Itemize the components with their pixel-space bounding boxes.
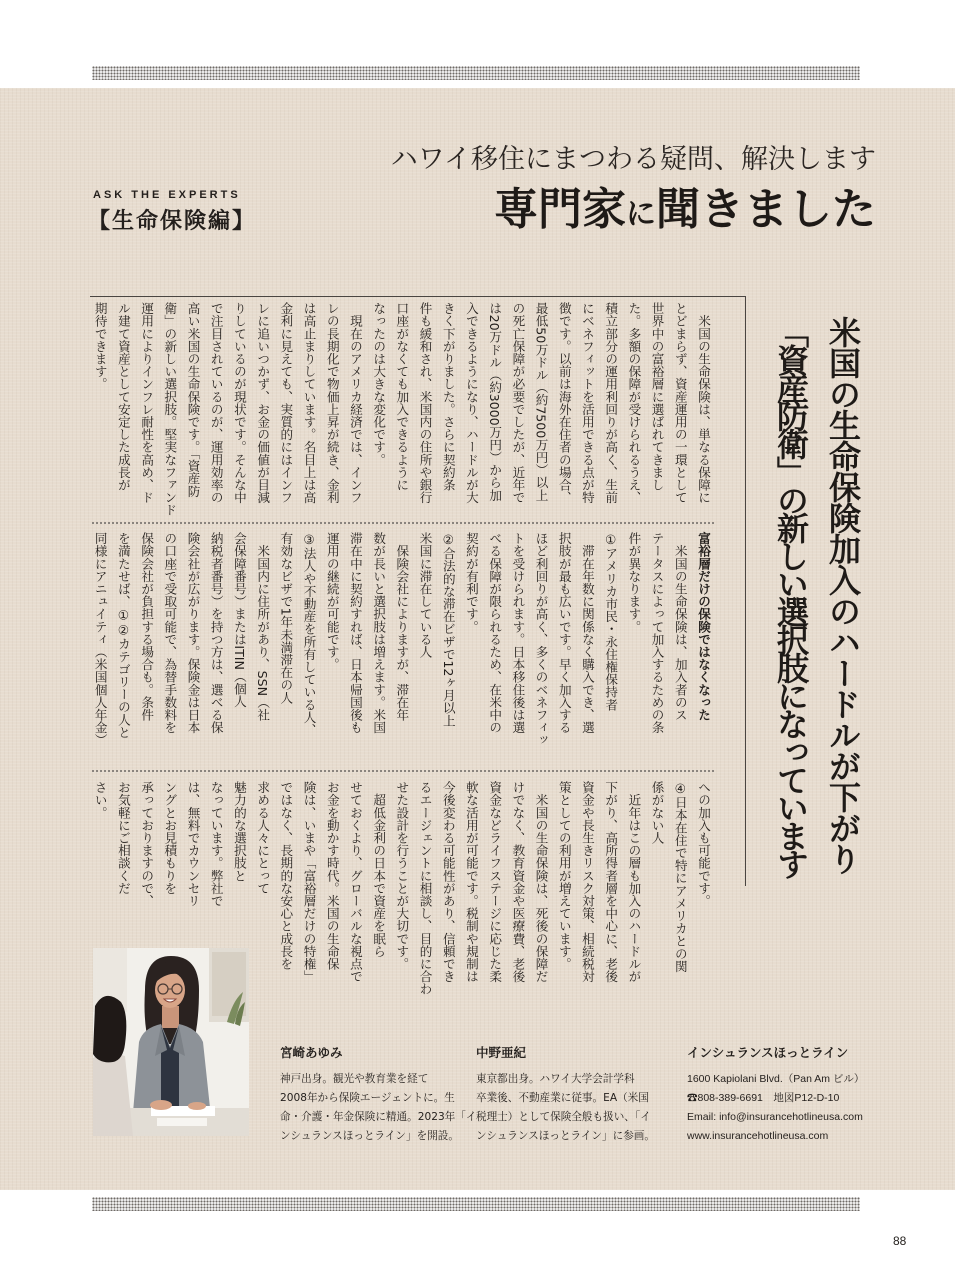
profile-bio-line: 2008年から保険エージェントに。生 xyxy=(280,1092,455,1104)
text-column: 同様にアニュイティ（米国個人年金） xyxy=(92,532,108,747)
text-column: 資金や長生きリスク対策、相続税対 xyxy=(579,781,595,983)
text-column: 承っておりますので、 xyxy=(139,781,155,907)
article-tier-1 xyxy=(88,302,715,518)
text-column: 運用によりインフレ耐性を高め、ド xyxy=(139,302,155,504)
title-part-1: 専門家 xyxy=(494,184,626,235)
vertical-headline xyxy=(765,316,869,886)
profile-name: 中野亜紀 xyxy=(476,1045,527,1060)
text-column: 現在のアメリカ経済では、インフ xyxy=(347,302,363,504)
text-column: 魅力的な選択肢と xyxy=(231,781,247,882)
text-column: りしているのが現状です。そんな中 xyxy=(231,302,247,504)
section-label: 【生命保険編】 xyxy=(88,209,257,234)
text-column: なっています。弊社で xyxy=(208,781,224,907)
dotted-divider xyxy=(92,522,714,524)
text-column: ほど利回りが高く、多くのベネフィッ xyxy=(533,532,549,747)
headline-line-1: 米国の生命保険加入のハードルが下がり xyxy=(824,316,862,874)
text-column: なったのは大きな変化です。 xyxy=(371,302,387,466)
series-kicker: ASK THE EXPERTS xyxy=(93,189,241,201)
profile-bio-line: ンシュランスほっとライン」を開設。 xyxy=(280,1130,459,1142)
text-column: 資金などライフステージに応じた柔 xyxy=(487,781,503,983)
text-column: 件が異なります。 xyxy=(626,532,642,633)
text-column: 最低50万ドル（約7500万円）以上 xyxy=(533,302,549,502)
text-column: は高止まりしています。名目上は高 xyxy=(301,302,317,504)
page-subtitle: ハワイ移住にまつわる疑問、解決します xyxy=(390,144,876,175)
text-column: 求める人々にとって xyxy=(255,781,271,895)
contact-line: ☎808-389-6691 地図P12-D-10 xyxy=(687,1092,840,1104)
profile-miyazaki xyxy=(280,1044,477,1146)
text-column: 口座がなくても加入できるように xyxy=(394,302,410,491)
text-column: ②合法的な滞在ビザで12ヶ月以上 xyxy=(440,532,456,727)
contact-line: Email: info@insurancehotlineusa.com xyxy=(687,1111,863,1123)
text-column: 択肢が最も広いです。早く加入する xyxy=(556,532,572,734)
text-column: 期待できます。 xyxy=(92,302,108,391)
text-column: せておくより、グローバルな視点で xyxy=(347,781,363,983)
text-column: 徴です。以前は海外在住者の場合、 xyxy=(556,302,572,504)
text-column: トを受けられます。日本移住後は選 xyxy=(510,532,526,734)
text-column: 保険会社が負担する場合も。条件 xyxy=(139,532,155,721)
text-column: 米国の生命保険は、死後の保障だ xyxy=(533,781,549,983)
text-column: 滞在年数に関係なく購入でき、選 xyxy=(579,532,595,734)
text-column: ル建て資産として安定した成長が xyxy=(115,302,131,491)
section-heading: 富裕層だけの保険ではなくなった xyxy=(696,532,711,721)
text-column: るエージェントに相談し、目的に合わ xyxy=(417,781,433,996)
company-name: インシュランスほっとライン xyxy=(687,1045,849,1060)
title-part-3: 聞きました xyxy=(656,184,876,235)
profile-bio-line: 税理士）として保険全般も扱い、「イ xyxy=(476,1111,651,1123)
contact-line: 1600 Kapiolani Blvd.（Pan Am ビル） xyxy=(687,1073,865,1085)
page-number: 88 xyxy=(893,1234,907,1248)
text-column: は、無料でカウンセリ xyxy=(185,781,201,907)
text-column: 今後変わる可能性があり、信頼でき xyxy=(440,781,456,983)
text-column: 衛」の新しい選択肢。堅実なファンド xyxy=(162,302,178,517)
text-column: きく下がりました。さらに契約条 xyxy=(440,302,456,491)
text-column: せた設計を行うことが大切です。 xyxy=(394,781,410,970)
dotted-divider xyxy=(92,770,714,772)
text-column: 米国内に住所があり、SSN（社 xyxy=(255,532,271,722)
text-column: 下がり、高所得者層を中心に、老後 xyxy=(603,781,619,983)
text-column: を満たせば、①②カテゴリーの人と xyxy=(115,532,131,739)
text-column: ングとお見積もりを xyxy=(162,781,178,895)
company-contact-lines xyxy=(687,1070,887,1146)
top-dot-band xyxy=(92,66,860,80)
text-column: 金利に見えても、実質的にはインフ xyxy=(278,302,294,504)
text-column: で注目されているのが、運用効率の xyxy=(208,302,224,504)
text-column: 数が長いと選択肢は増えます。米国 xyxy=(371,532,387,734)
text-column: 入できるようになり、ハードルが大 xyxy=(463,302,479,504)
text-column: ④日本在住で特にアメリカとの関 xyxy=(672,781,688,973)
text-column: 策としての利用が増えています。 xyxy=(556,781,572,970)
text-column: 会保障番号）またはITIN（個人 xyxy=(231,532,247,708)
text-column: 積立部分の運用利回りが高く、生前 xyxy=(603,302,619,504)
text-column: べる保障が限られるため、在米中の xyxy=(487,532,503,734)
article-tier-2 xyxy=(88,532,715,748)
text-column: 近年はこの層も加入のハードルが xyxy=(626,781,642,983)
text-column: お金を動かす時代。米国の生命保 xyxy=(324,781,340,970)
text-column: 険は、いまや「富裕層だけの特権」 xyxy=(301,781,317,983)
text-column: レに追いつかず、お金の価値が目減 xyxy=(255,302,271,504)
profile-bio-line: 命・介護・年金保険に精通。2023年「イ xyxy=(280,1111,477,1123)
profile-bio-line: ンシュランスほっとライン」に参画。 xyxy=(476,1130,655,1142)
text-column: の死亡保障が必要でしたが、近年で xyxy=(510,302,526,504)
text-column: 滞在中に契約すれば、日本帰国後も xyxy=(347,532,363,734)
profile-nakano xyxy=(476,1044,676,1146)
profile-bio-line: 卒業後、不動産業に従事。EA（米国 xyxy=(476,1092,649,1104)
text-column: 有効なビザで1年未満滞在の人 xyxy=(278,532,294,704)
expert-photo xyxy=(93,948,249,1136)
text-column: への加入も可能です。 xyxy=(696,781,711,907)
text-column: ①アメリカ市民・永住権保持者 xyxy=(603,532,619,711)
profile-bio xyxy=(280,1070,477,1146)
text-column: 米国の生命保険は、加入者のス xyxy=(672,532,688,721)
text-column: 米国に滞在している人 xyxy=(417,532,433,658)
text-column: 米国の生命保険は、単なる保障に xyxy=(696,302,711,504)
text-column: 件も緩和され、米国内の住所や銀行 xyxy=(417,302,433,504)
profile-bio xyxy=(476,1070,676,1146)
profile-bio-line: 神戸出身。観光や教育業を経て xyxy=(280,1073,429,1085)
text-column: とどまらず、資産運用の一環として xyxy=(672,302,688,504)
profile-name: 宮崎あゆみ xyxy=(280,1045,343,1060)
text-column: 保険会社によりますが、滞在年 xyxy=(394,532,410,721)
text-column: 高い米国の生命保険です。「資産防 xyxy=(185,302,201,498)
contact-line: www.insurancehotlineusa.com xyxy=(687,1130,829,1142)
text-column: さい。 xyxy=(92,781,108,819)
title-part-2: に xyxy=(626,197,656,232)
text-column: テータスによって加入するための条 xyxy=(649,532,665,734)
profile-bio-line: 東京都出身。ハワイ大学会計学科 xyxy=(476,1073,635,1085)
text-column: お気軽にご相談くだ xyxy=(115,781,131,895)
text-column: けでなく、教育資金や医療費、老後 xyxy=(510,781,526,983)
text-column: の口座で受取可能で、為替手数料を xyxy=(162,532,178,734)
company-contact xyxy=(687,1044,887,1146)
text-column: た。多額の保障が受けられるうえ、 xyxy=(626,302,642,504)
text-column: 険会社が広がります。保険金は日本 xyxy=(185,532,201,734)
text-column: ではなく、長期的な安心と成長を xyxy=(278,781,294,970)
text-column: 契約が有利です。 xyxy=(463,532,479,633)
text-column: 世界中の富裕層に選ばれてきまし xyxy=(649,302,665,491)
text-column: レの長期化で物価上昇が続き、金利 xyxy=(324,302,340,504)
text-column: 超低金利の日本で資産を眠ら xyxy=(371,781,387,958)
bottom-dot-band xyxy=(92,1197,860,1211)
text-column: 納税者番号）を持つ方は、選べる保 xyxy=(208,532,224,734)
text-column: 係がない人 xyxy=(649,781,665,844)
text-column: 軟な活用が可能です。税制や規制は xyxy=(463,781,479,983)
text-column: 運用の継続が可能です。 xyxy=(324,532,340,671)
text-column: は20万ドル（約3000万円）から加 xyxy=(487,302,503,502)
page-title xyxy=(494,180,876,245)
headline-divider-rule xyxy=(745,296,746,886)
body-top-rule xyxy=(90,296,746,297)
headline-line-2: 「資産防衛」の新しい選択肢になっています xyxy=(772,316,810,876)
portrait-photo-image xyxy=(93,948,249,1136)
text-column: にベネフィットを活用できる点が特 xyxy=(579,302,595,504)
text-column: ③法人や不動産を所有している人、 xyxy=(301,532,317,736)
